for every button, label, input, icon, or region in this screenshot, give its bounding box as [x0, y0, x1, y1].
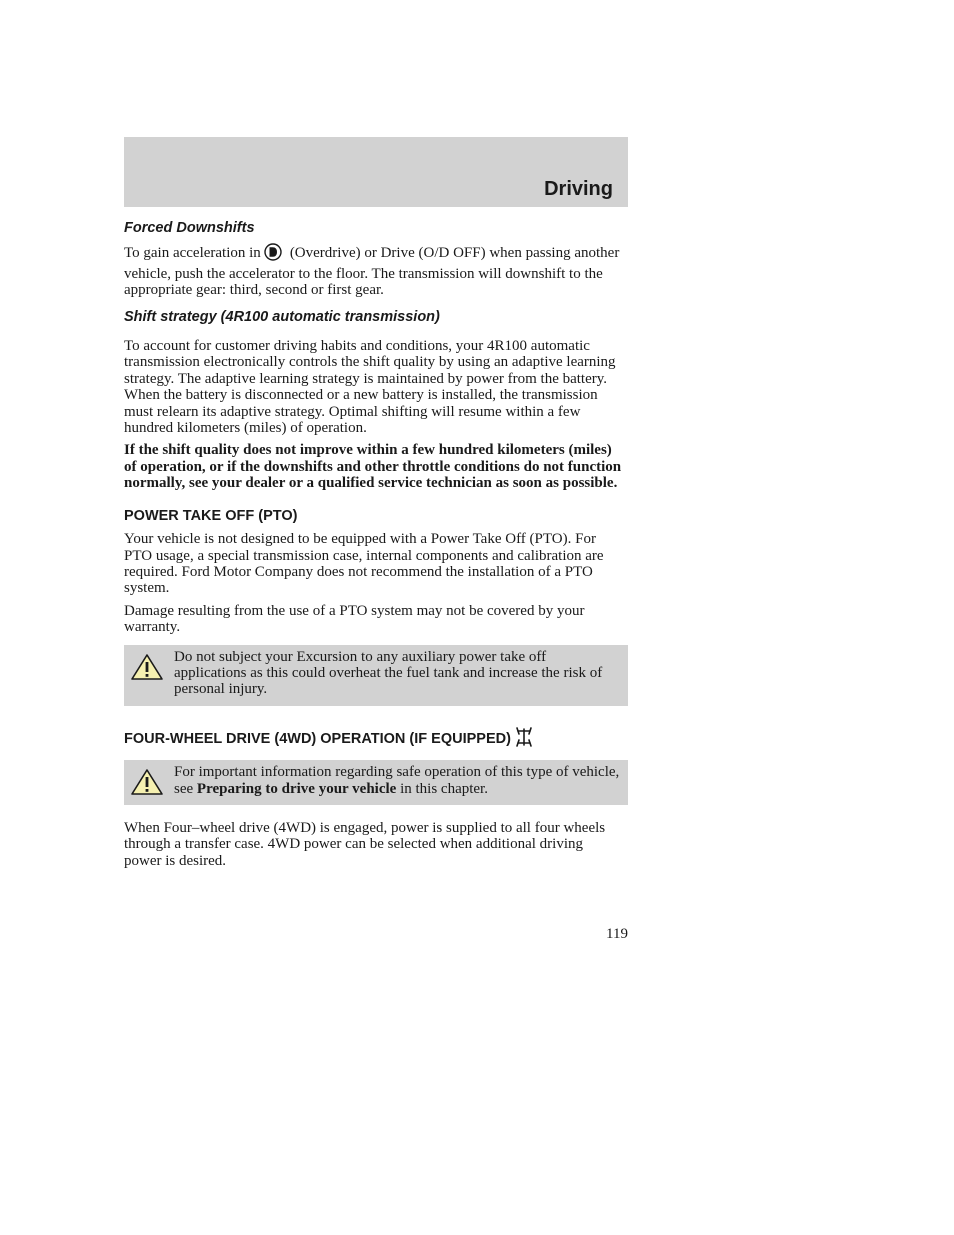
overdrive-d-icon: [264, 243, 282, 265]
warning-triangle-icon: [130, 653, 164, 685]
warning-text-4wd-before: For important information regarding safe operation of this type of vehicle, see: [174, 764, 620, 797]
warning-box-4wd: [124, 760, 628, 805]
paragraph-forced-downshifts: To gain acceleration in (Overdrive) or Drive (O/D OFF) when passing another vehicle, push the accelerator to the floor. The transmission will downshift to the appropriate gear: third, second or first gear.: [124, 245, 620, 299]
paragraph-shift-warning: If the shift quality does not improve within a few hundred kilometers (miles) of operation, or if the downshifts and other throttle conditions do not function normally, see your dealer or a qualified service technician as soon as possible.: [124, 442, 622, 492]
heading-4wd: FOUR-WHEEL DRIVE (4WD) OPERATION (IF EQUIPPED): [124, 726, 624, 752]
heading-forced-downshifts: Forced Downshifts: [124, 220, 255, 236]
paragraph-pto-1: Your vehicle is not designed to be equipped with a Power Take Off (PTO). For PTO usage, a special transmission case, internal components and calibration are required. Ford Motor Company does not recommend the installation of a PTO system.: [124, 531, 604, 597]
page-number: 119: [606, 926, 628, 942]
section-title: Driving: [544, 178, 613, 200]
paragraph-4wd: When Four–wheel drive (4WD) is engaged, power is supplied to all four wheels through a transfer case. 4WD power can be selected when additional driving power is desired.: [124, 819, 606, 869]
heading-pto: POWER TAKE OFF (PTO): [124, 507, 298, 524]
warning-box-pto: [124, 645, 628, 706]
warning-text-pto: Do not subject your Excursion to any auxiliary power take off applications as this could overheat the fuel tank and increase the risk of personal injury.: [174, 648, 603, 698]
four-wheel-drive-icon: [515, 726, 533, 752]
heading-shift-strategy: Shift strategy (4R100 automatic transmission): [124, 308, 440, 325]
warning-text-4wd-after: in this chapter.: [400, 780, 488, 797]
section-header: [124, 137, 628, 207]
paragraph-pto-2: Damage resulting from the use of a PTO system may not be covered by your warranty.: [124, 602, 585, 636]
warning-triangle-icon: [130, 768, 164, 800]
paragraph-shift-strategy: To account for customer driving habits and conditions, your 4R100 automatic transmission electronically controls the shift quality by using an adaptive learning strategy. The adaptive learning strategy is maintained by power from the battery. When the battery is disconnected or a new battery is installed, the transmission must relearn its adaptive strategy. Optimal shifting will resume within a few hundred kilometers (miles) of operation.: [124, 338, 616, 437]
page-content: [124, 220, 624, 875]
warning-text-4wd-reference: Preparing to drive your vehicle: [196, 780, 397, 797]
